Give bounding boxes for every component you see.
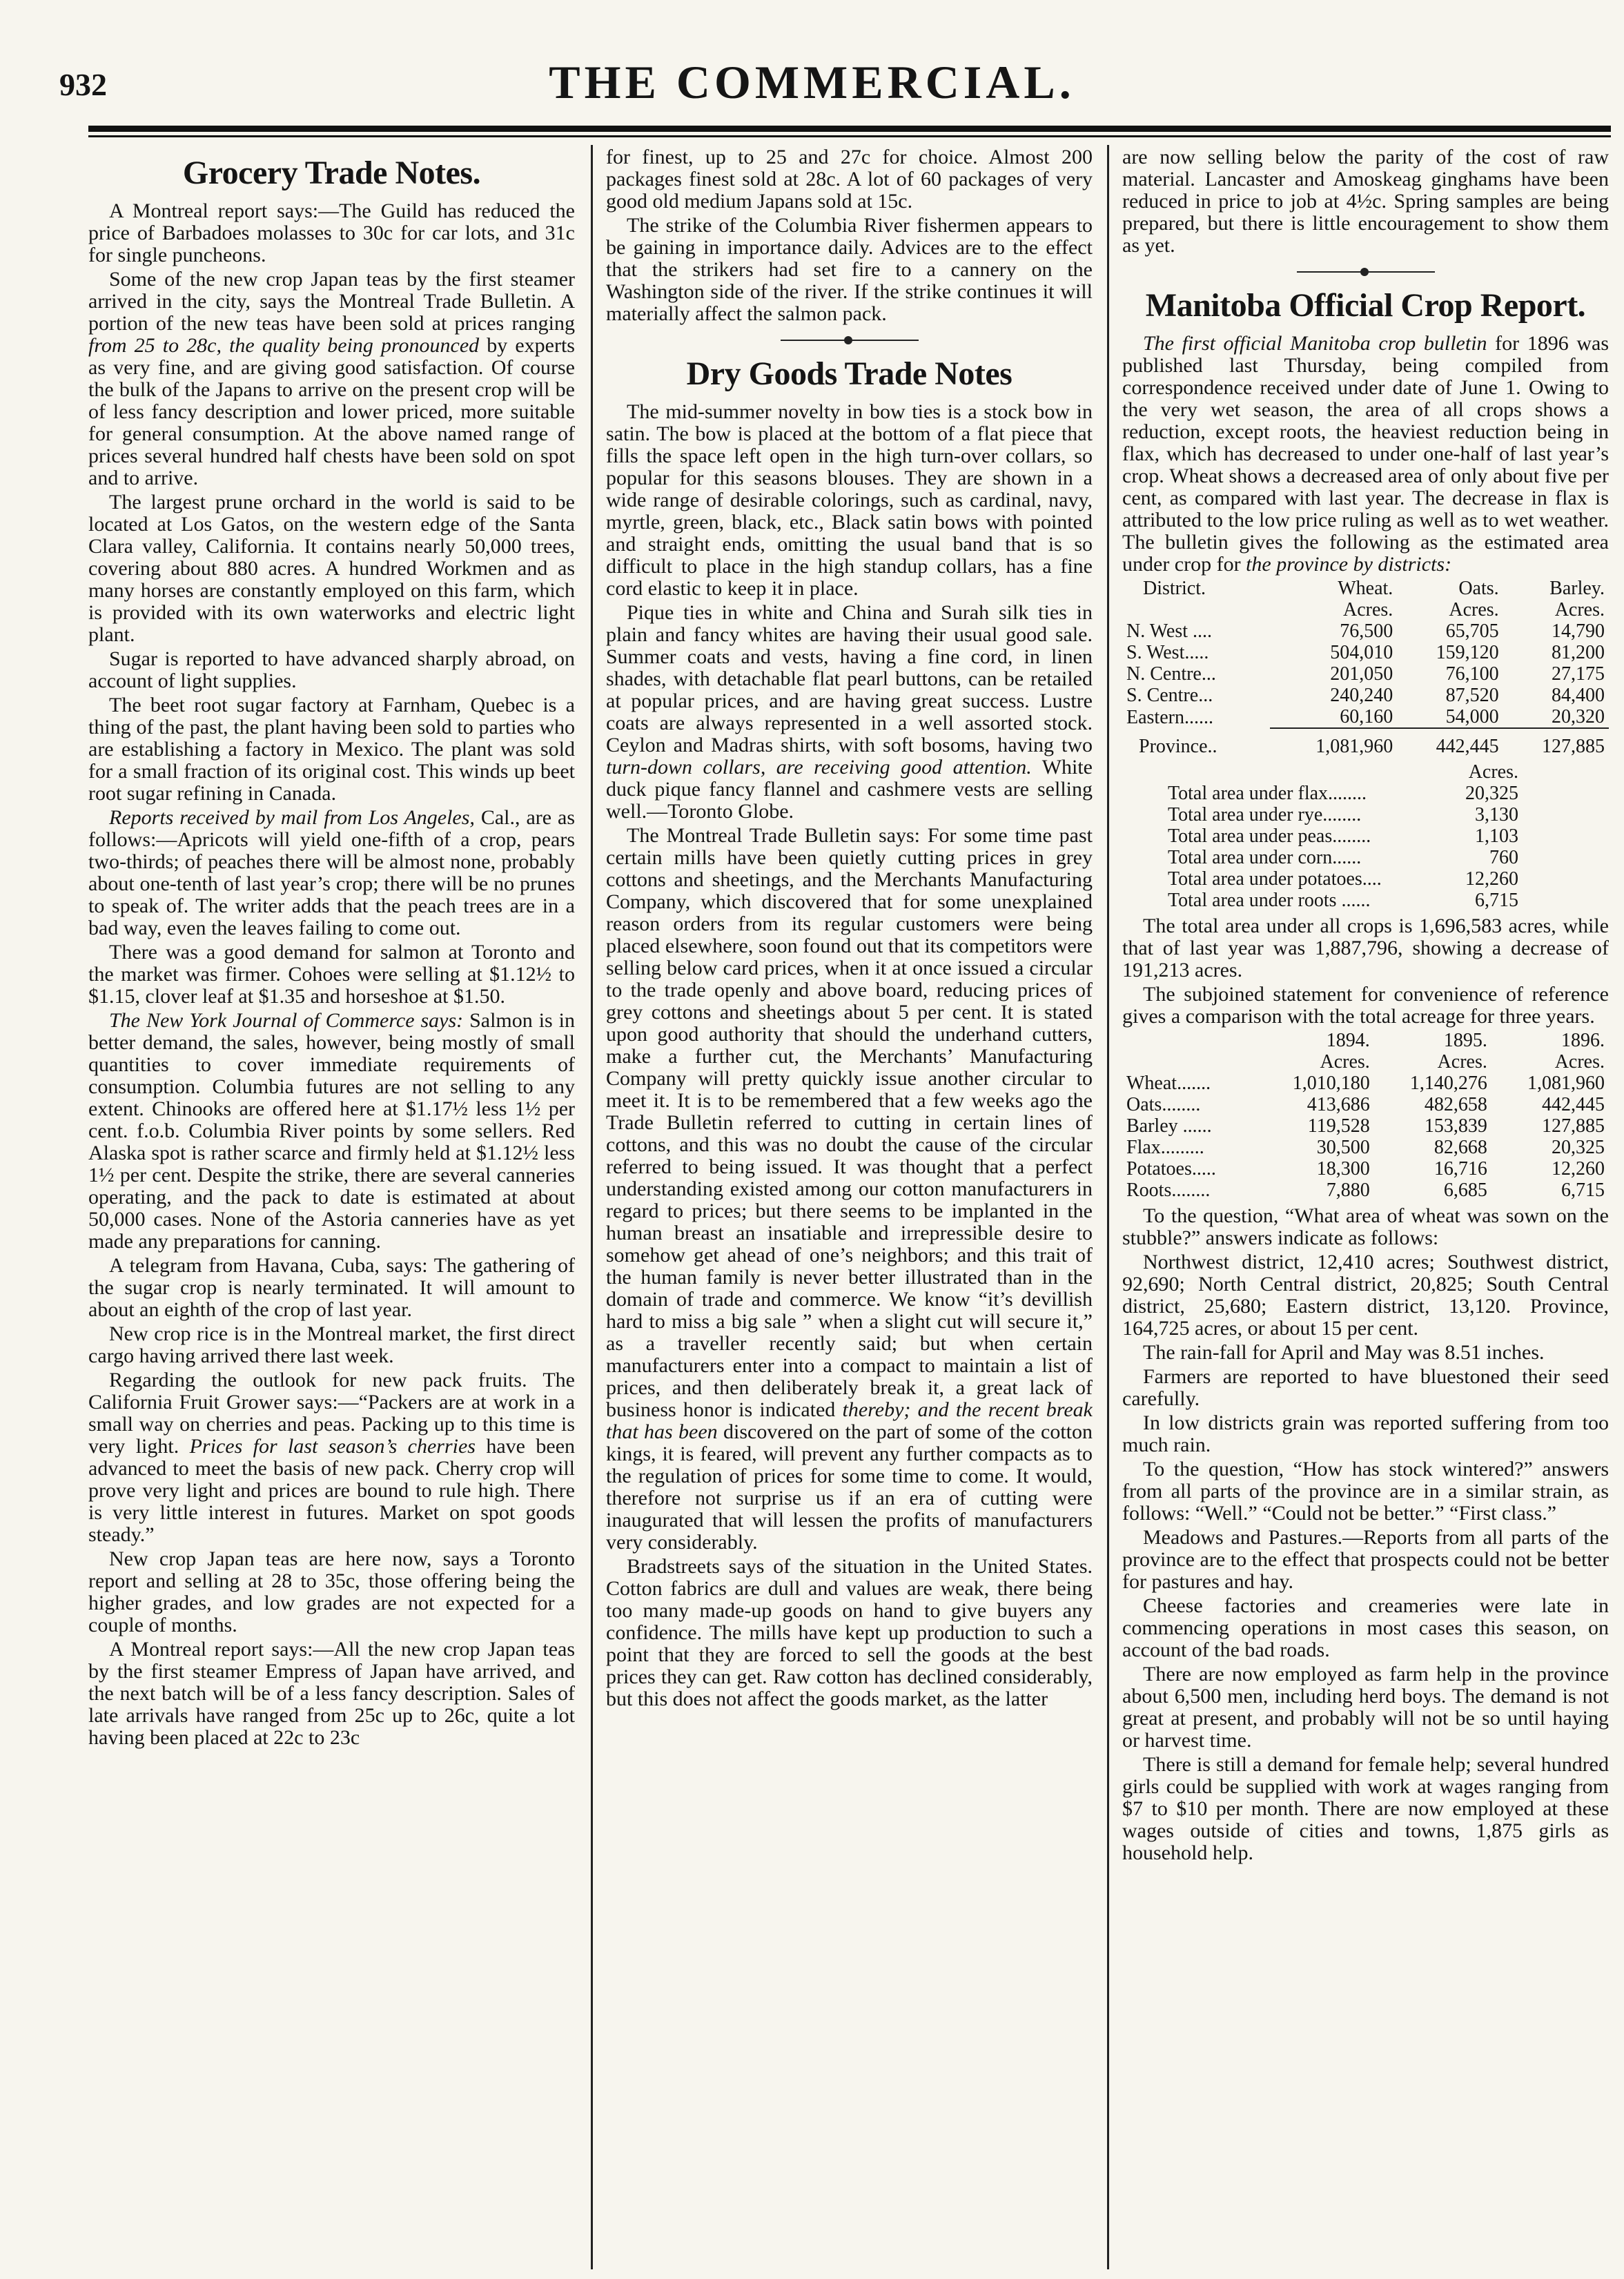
- unit-label: Acres.: [1468, 761, 1518, 783]
- table-row: [1122, 1158, 1609, 1180]
- table-row: [1122, 1137, 1609, 1158]
- table-row: [1164, 783, 1523, 804]
- article-paragraph: Bradstreets says of the situation in the United States. Cotton fabrics are dull and values are weak, there being too many made-up goods on hand to give buyers any confidence. The mills have kept up production to such a point that they are forced to sell the goods at the best prices they can get. Raw cotton has declined considerably, but this does not affect the goods market, as the latter: [606, 1555, 1093, 1710]
- acreage-value: 6,715: [1475, 890, 1518, 911]
- unit-label: Acres.: [1437, 1051, 1487, 1073]
- crop-report-summary: [1122, 915, 1609, 1028]
- emphasis-text: from 25 to 28c, the quality being pronounced: [88, 334, 480, 357]
- crop-label: Potatoes.....: [1126, 1158, 1216, 1180]
- article-paragraph: Sugar is reported to have advanced sharply abroad, on account of light supplies.: [88, 647, 575, 692]
- total-area-table: [1164, 761, 1523, 911]
- acreage-value: 3,130: [1475, 804, 1518, 825]
- emphasis-text: The New York Journal of Commerce says:: [109, 1009, 464, 1032]
- acreage-value: 159,120: [1436, 642, 1499, 663]
- column-2: [606, 146, 1093, 2269]
- district-acreage-table: [1122, 578, 1609, 757]
- emphasis-text: thereby; and the recent break that has been: [606, 1398, 1093, 1443]
- article-paragraph: A telegram from Havana, Cuba, says: The gathering of the sugar crop is nearly terminated. It will amount to about an eighth of the crop of last year.: [88, 1254, 575, 1321]
- acreage-value: 127,885: [1542, 1115, 1605, 1137]
- continued-paragraphs: [1122, 146, 1609, 257]
- dry-goods-trade-notes-body: [606, 401, 1093, 1710]
- table-row: [1164, 804, 1523, 825]
- acreage-value: 482,658: [1424, 1094, 1487, 1115]
- table-row: [1122, 685, 1609, 706]
- article-paragraph: New crop rice is in the Montreal market, the first direct cargo having arrived there last week.: [88, 1322, 575, 1367]
- acreage-value: 16,716: [1434, 1158, 1487, 1180]
- acreage-value: 240,240: [1330, 685, 1393, 706]
- column-1: [88, 146, 575, 2269]
- acreage-value: 76,500: [1340, 620, 1393, 642]
- article-paragraph: for finest, up to 25 and 27c for choice. Almost 200 packages finest sold at 28c. A lot of 60 packages of very good old medium Japans sold at 15c.: [606, 146, 1093, 213]
- article-paragraph: The Montreal Trade Bulletin says: For some time past certain mills have been quietly cutting prices in grey cottons and sheetings, and the Merchants Manufacturing Company, which discovered that for some unexplained reason orders from its regular customers were being placed elsewhere, soon found out that its competitors were selling below card prices, when it at once issued a circular to the trade openly and above board, reducing prices of grey cottons and sheetings about 5 per cent. It is stated upon good authority that should the underhand cutters, make a further cut, the Merchants’ Manufacturing Company will pretty quickly issue another circular to meet it. It is to be remembered that a few weeks ago the Trade Bulletin referred to cutting in certain lines of cottons, and this was no doubt the cause of the circular referred to being issued. It was thought that a perfect understanding existed among our cotton manufacturers in regard to prices; but there seems to be implanted in the human breast an insatiable and irrepressible desire to somehow get ahead of one’s neighbors; and this trait of the human family is never better illustrated than in the domain of trade and commerce. We know “it’s devillish hard to miss a big sale ” when a slight cut will secure it,” as a traveller recently said; but when certain manufacturers enter into a compact to maintain a list of prices, and then deliberately break it, a great lack of business honor is indicated thereby; and the recent break that has been discovered on the part of some of the cotton kings, it is feared, will prevent any further compacts as to the regulation of prices for some time to come. It would, therefore not surprise us if an era of cutting were inaugurated that will lessen the profits of manufacturers very considerably.: [606, 824, 1093, 1554]
- acreage-value: 65,705: [1445, 620, 1499, 642]
- acreage-value: 82,668: [1434, 1137, 1487, 1158]
- table-row: [1164, 890, 1523, 911]
- acreage-value: 60,160: [1340, 706, 1393, 727]
- article-paragraph: The mid-summer novelty in bow ties is a stock bow in satin. The bow is placed at the bottom of a flat piece that fills the space left open in the high turn-over collars, so popular for this seasons blouses. They are shown in a wide range of desirable colorings, such as cardinal, navy, myrtle, green, black, etc., Black satin bows with pointed and straight ends, omitting the usual band that is so difficult to place in the high standup collars, has a fine cord elastic to keep it in place.: [606, 400, 1093, 600]
- table-row: [1122, 1073, 1609, 1094]
- crop-report-heading: Manitoba Official Crop Report.: [1145, 287, 1586, 324]
- crop-label: Barley ......: [1126, 1115, 1212, 1137]
- column-3: [1122, 146, 1609, 2269]
- article-paragraph: The beet root sugar factory at Farnham, Quebec is a thing of the past, the plant having been sold to parties who are establishing a factory in Mexico. The plant was sold for a small fraction of its original cost. This winds up beet root sugar refining in Canada.: [88, 694, 575, 805]
- article-paragraph: are now selling below the parity of the cost of raw material. Lancaster and Amoskeag ginghams have been reduced in price to job at 4½c. Spring samples are being prepared, but there is little encouragement to show them as yet.: [1122, 146, 1609, 257]
- article-paragraph: The strike of the Columbia River fishermen appears to be gaining in importance daily. Advices are to the effect that the strikers had set fire to a cannery on the Washington side of the river. If the strike continues it will materially affect the salmon pack.: [606, 214, 1093, 325]
- total-value: 442,445: [1397, 728, 1503, 757]
- crop-label: Total area under corn......: [1168, 847, 1362, 868]
- acreage-value: 87,520: [1445, 685, 1499, 706]
- article-paragraph: To the question, “How has stock wintered?” answers from all parts of the province are in a similar strain, as follows: “Well.” “Could not be better.” “First class.”: [1122, 1458, 1609, 1525]
- acreage-value: 504,010: [1330, 642, 1393, 663]
- district-name: N. Centre...: [1126, 663, 1216, 685]
- crop-label: Total area under flax........: [1168, 783, 1367, 804]
- grocery-trade-notes-heading: Grocery Trade Notes.: [182, 155, 481, 191]
- crop-label: Wheat.......: [1126, 1073, 1211, 1094]
- article-paragraph: Pique ties in white and China and Surah silk ties in plain and fancy whites are having their usual good sale. Summer coats and vests, having a fine cord, in linen shades, with detachable flat pearl buttons, can be retailed at popular prices, and are having great success. Lustre coats are always represented in a well assorted stock. Ceylon and Madras shirts, with soft bosoms, having two turn-down collars, are receiving good attention. White duck pique fancy flannel and cashmere vests are selling well.—Toronto Globe.: [606, 601, 1093, 823]
- acreage-value: 18,300: [1316, 1158, 1370, 1180]
- article-paragraph: Reports received by mail from Los Angeles, Cal., are as follows:—Apricots will yield one-fifth of a crop, pears two-thirds; of peaches there will be almost none, probably about one-tenth of last year’s crop; there will be no prunes to speak of. The writer adds that the peach trees are in a bad way, even the leaves failing to come out.: [88, 806, 575, 939]
- year-header: 1894.: [1326, 1030, 1370, 1051]
- table-row: [1164, 847, 1523, 868]
- unit-label: Acres.: [1449, 599, 1499, 620]
- acreage-value: 153,839: [1424, 1115, 1487, 1137]
- masthead-rule-thin: [88, 135, 1611, 137]
- article-paragraph: Northwest district, 12,410 acres; Southwest district, 92,690; North Central district, 20,825; South Central district, 25,680; Eastern district, 13,120. Province, 164,725 acres, or about 15 per cent.: [1122, 1251, 1609, 1340]
- article-paragraph: The total area under all crops is 1,696,583 acres, while that of last year was 1,887,796, showing a decrease of 191,213 acres.: [1122, 914, 1609, 981]
- crop-label: Total area under rye........: [1168, 804, 1362, 825]
- page-number: 932: [59, 67, 107, 102]
- column-header: Oats.: [1458, 578, 1499, 599]
- crop-report-intro: [1122, 333, 1609, 576]
- acreage-value: 1,103: [1475, 825, 1518, 847]
- table-header-row: [1122, 578, 1609, 599]
- table-row: [1122, 642, 1609, 663]
- article-paragraph: There is still a demand for female help; several hundred girls could be supplied with work at wages ranging from $7 to $10 per month. There are now employed at these wages outside of cities and towns, 1,875 girls as household help.: [1122, 1753, 1609, 1864]
- acreage-value: 84,400: [1552, 685, 1605, 706]
- unit-label: Acres.: [1343, 599, 1393, 620]
- acreage-value: 6,685: [1443, 1180, 1487, 1201]
- article-paragraph: The New York Journal of Commerce says: Salmon is in better demand, the sales, however, being mostly of small quantities to cover immediate requirements of consumption. Columbia futures are not selling to any extent. Chinooks are offered here at $1.17½ less 1½ per cent. f.o.b. Columbia River points by some sellers. Red Alaska spot is rather scarce and firmly held at $1.12½ less 1½ per cent. Despite the strike, there are several canneries operating, and the pack to date is estimated at about 50,000 cases. None of the Astoria canneries have as yet made any preparations for canning.: [88, 1009, 575, 1253]
- acreage-value: 20,325: [1552, 1137, 1605, 1158]
- acreage-value: 20,320: [1552, 706, 1605, 727]
- acreage-value: 413,686: [1307, 1094, 1370, 1115]
- column-rule-1: [591, 145, 593, 2269]
- total-value: 1,081,960: [1270, 728, 1398, 757]
- article-paragraph: Meadows and Pastures.—Reports from all parts of the province are to the effect that prospects could not be better for pastures and hay.: [1122, 1526, 1609, 1593]
- masthead-title: THE COMMERCIAL.: [549, 56, 1075, 108]
- article-paragraph: To the question, “What area of wheat was sown on the stubble?” answers indicate as follows:: [1122, 1204, 1609, 1249]
- table-row: [1122, 1180, 1609, 1201]
- masthead-rule-thick: [88, 126, 1611, 132]
- district-name: Eastern......: [1126, 706, 1213, 728]
- acreage-value: 81,200: [1552, 642, 1605, 663]
- table-header-row: [1122, 1030, 1609, 1051]
- article-paragraph: New crop Japan teas are here now, says a Toronto report and selling at 28 to 35c, those offering being the higher grades, and low grades are not expected for a couple of months.: [88, 1547, 575, 1636]
- article-paragraph: The subjoined statement for convenience of reference gives a comparison with the total acreage for three years.: [1122, 983, 1609, 1028]
- acreage-value: 201,050: [1330, 663, 1393, 685]
- acreage-value: 20,325: [1465, 783, 1518, 804]
- acreage-value: 1,081,960: [1527, 1073, 1605, 1094]
- crop-report-body: [1122, 1205, 1609, 1864]
- year-header: [1122, 1030, 1257, 1051]
- blank-cell: [1164, 761, 1445, 783]
- emphasis-text: Prices for last season’s cherries: [189, 1435, 476, 1458]
- acreage-value: 30,500: [1316, 1137, 1370, 1158]
- crop-label: Roots........: [1126, 1180, 1211, 1201]
- total-value: 127,885: [1503, 728, 1609, 757]
- article-paragraph: There was a good demand for salmon at Toronto and the market was firmer. Cohoes were selling at $1.12½ to $1.15, clover leaf at $1.35 and horseshoe at $1.50.: [88, 941, 575, 1008]
- table-row: [1164, 825, 1523, 847]
- unit-label: Acres.: [1554, 599, 1605, 620]
- crop-label: Flax.........: [1126, 1137, 1204, 1158]
- acreage-value: 12,260: [1552, 1158, 1605, 1180]
- column-header: Wheat.: [1338, 578, 1393, 599]
- acreage-value: 1,010,180: [1292, 1073, 1370, 1094]
- article-paragraph: The first official Manitoba crop bulletin for 1896 was published last Thursday, being compiled from correspondence received under date of June 1. Owing to the very wet season, the area of all crops shows a reduction, except roots, the heaviest reduction being in flax, which has decreased to under one-half of last year’s crop. Wheat shows a decreased area of only about five per cent, as compared with last year. The decrease in flax is attributed to the low price ruling as well as to wet weather. The bulletin gives the following as the estimated area under crop for the province by districts:: [1122, 332, 1609, 576]
- table-row: [1122, 1115, 1609, 1137]
- acreage-value: 6,715: [1561, 1180, 1605, 1201]
- table-row: [1122, 1094, 1609, 1115]
- district-name: N. West ....: [1126, 620, 1213, 642]
- acreage-value: 76,100: [1445, 663, 1499, 685]
- district-name: S. West.....: [1126, 642, 1209, 663]
- article-paragraph: In low districts grain was reported suffering from too much rain.: [1122, 1411, 1609, 1456]
- unit-label: Acres.: [1554, 1051, 1605, 1073]
- continued-paragraphs: [606, 146, 1093, 325]
- article-paragraph: Regarding the outlook for new pack fruits. The California Fruit Grower says:—“Packers are at work in a small way on cherries and peas. Packing up to this time is very light. Prices for last season’s cherries have been advanced to meet the basis of new pack. Cherry crop will prove very light and prices are bound to rule high. There is very little interest in futures. Market on spot goods steady.”: [88, 1369, 575, 1546]
- table-row: [1122, 620, 1609, 642]
- article-paragraph: Some of the new crop Japan teas by the first steamer arrived in the city, says the Montreal Trade Bulletin. A portion of the new teas have been sold at prices ranging from 25 to 28c, the quality being pronounced by experts as very fine, and are giving good satisfaction. Of course the bulk of the Japans to arrive on the present crop will be of less fancy description and lower priced, more suitable for general consumption. At the above named range of prices several hundred half chests have been sold on spot and to arrive.: [88, 268, 575, 489]
- total-label: Province..: [1139, 735, 1217, 757]
- unit-label: Acres.: [1320, 1051, 1370, 1073]
- acreage-value: 14,790: [1552, 620, 1605, 642]
- unit-label: [1122, 1051, 1257, 1073]
- emphasis-text: Reports received by mail from Los Angeles,: [109, 806, 475, 829]
- crop-label: Total area under roots ......: [1168, 890, 1371, 911]
- column-header: Barley.: [1549, 578, 1605, 599]
- article-paragraph: A Montreal report says:—All the new crop Japan teas by the first steamer Empress of Japan have arrived, and the next batch will be of a less fancy description. Sales of late arrivals have ranged from 25c up to 26c, quite a lot having been placed at 22c to 23c: [88, 1638, 575, 1749]
- emphasis-text: The first official Manitoba crop bulletin: [1143, 332, 1487, 355]
- acreage-value: 12,260: [1465, 868, 1518, 890]
- unit-label: [1122, 599, 1270, 620]
- article-paragraph: The rain-fall for April and May was 8.51 inches.: [1143, 1341, 1545, 1364]
- column-header: District.: [1143, 578, 1206, 599]
- column-rule-2: [1107, 145, 1109, 2269]
- acreage-value: 27,175: [1552, 663, 1605, 685]
- table-row: [1122, 663, 1609, 685]
- grocery-trade-notes-body: [88, 200, 575, 1749]
- divider-dot: [1360, 268, 1369, 276]
- article-paragraph: Cheese factories and creameries were late in commencing operations in most cases this season, on account of the bad roads.: [1122, 1594, 1609, 1661]
- article-paragraph: There are now employed as farm help in the province about 6,500 men, including herd boys. The demand is not great at present, and probably will not be so until haying or harvest time.: [1122, 1663, 1609, 1752]
- article-paragraph: Farmers are reported to have bluestoned their seed carefully.: [1122, 1365, 1609, 1410]
- crop-label: Total area under potatoes....: [1168, 868, 1382, 890]
- acreage-value: 54,000: [1445, 706, 1499, 727]
- article-paragraph: The largest prune orchard in the world is said to be located at Los Gatos, on the western edge of the Santa Clara valley, California. It contains nearly 50,000 trees, covering about 880 acres. A hundred Workmen and as many horses are constantly employed on this farm, which is provided with its own waterworks and electric light plant.: [88, 491, 575, 646]
- acreage-value: 442,445: [1542, 1094, 1605, 1115]
- crop-label: Total area under peas........: [1168, 825, 1371, 847]
- district-name: S. Centre...: [1126, 685, 1213, 706]
- divider-dot: [844, 336, 852, 344]
- dry-goods-trade-notes-heading: Dry Goods Trade Notes: [686, 355, 1012, 392]
- table-unit-row: [1164, 761, 1523, 783]
- table-unit-row: [1122, 1051, 1609, 1073]
- emphasis-text: the province by districts:: [1246, 553, 1452, 576]
- three-year-comparison-table: [1122, 1030, 1609, 1201]
- table-unit-row: [1122, 599, 1609, 620]
- section-divider: [1297, 266, 1435, 277]
- year-header: 1895.: [1443, 1030, 1487, 1051]
- table-row: [1122, 706, 1609, 728]
- acreage-value: 1,140,276: [1409, 1073, 1487, 1094]
- table-row: [1164, 868, 1523, 890]
- acreage-value: 760: [1489, 847, 1518, 868]
- article-paragraph: A Montreal report says:—The Guild has reduced the price of Barbadoes molasses to 30c for car lots, and 31c for single puncheons.: [88, 199, 575, 266]
- crop-label: Oats........: [1126, 1094, 1201, 1115]
- total-row: [1122, 728, 1609, 757]
- acreage-value: 119,528: [1307, 1115, 1370, 1137]
- year-header: 1896.: [1561, 1030, 1605, 1051]
- emphasis-text: turn-down collars, are receiving good attention.: [606, 756, 1032, 779]
- acreage-value: 7,880: [1326, 1180, 1370, 1201]
- section-divider: [781, 335, 919, 346]
